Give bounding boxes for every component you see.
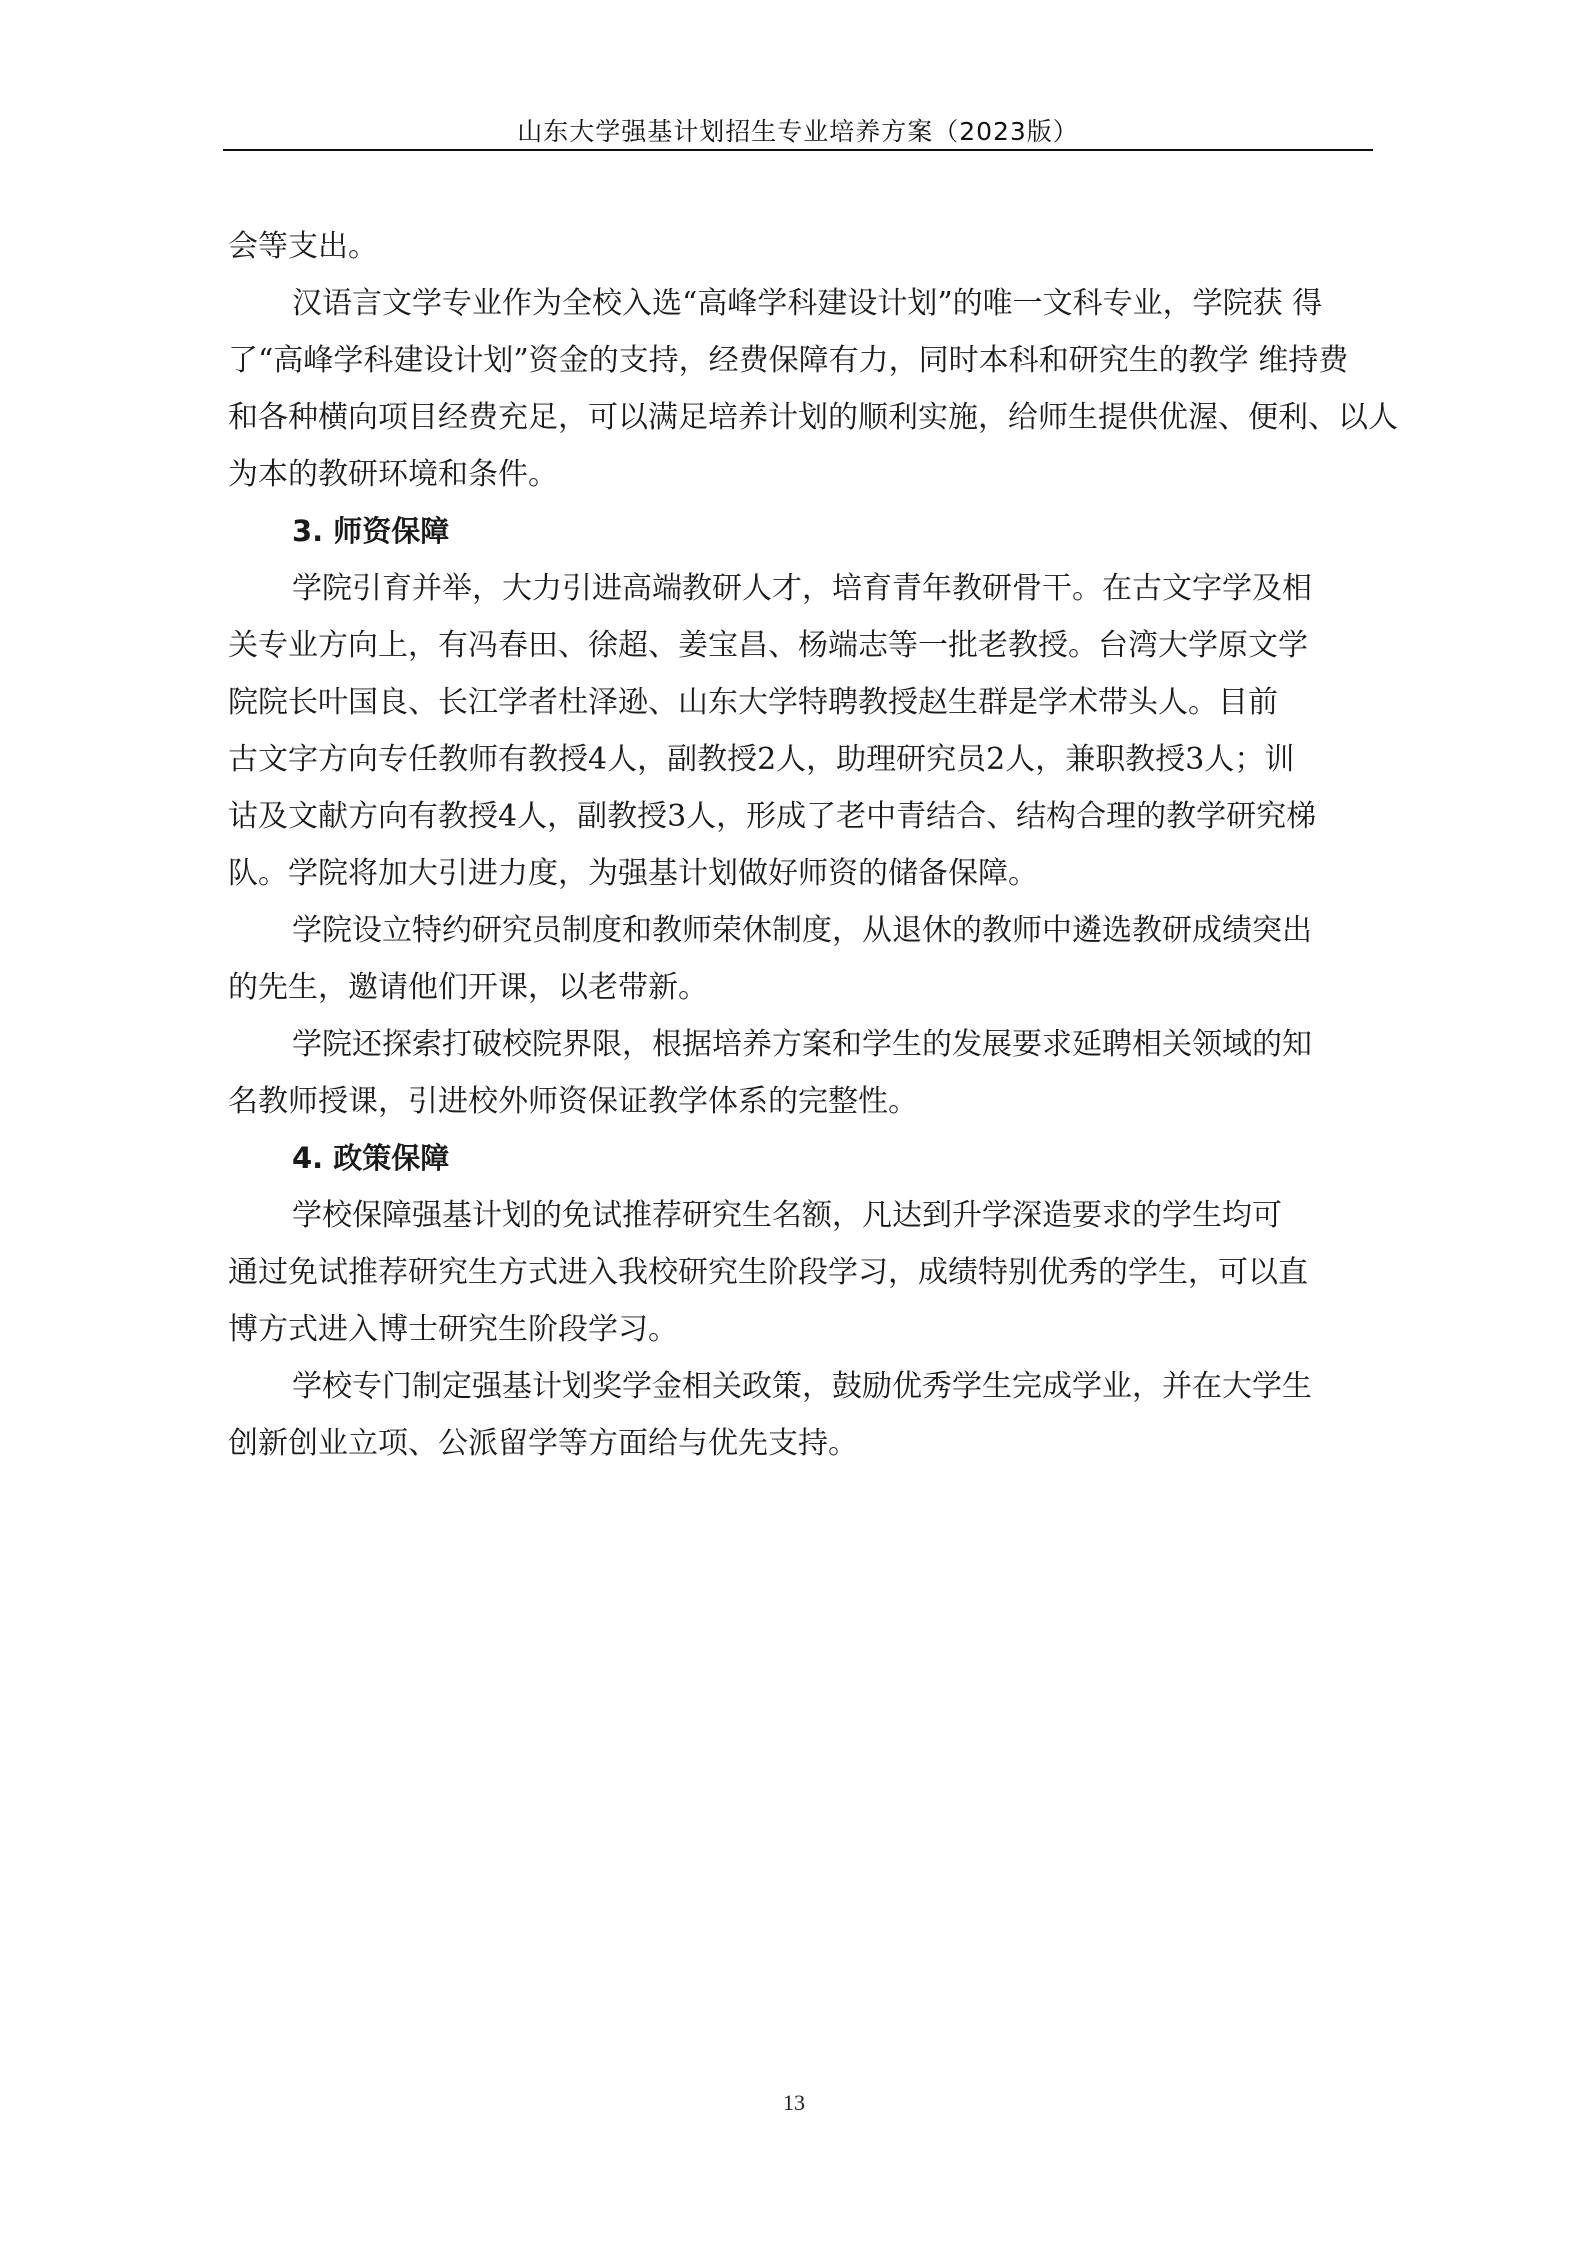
section-heading-teachers: 3. 师资保障 bbox=[292, 514, 450, 548]
paragraph-line: 汉语言文学专业作为全校入选“高峰学科建设计划”的唯一文科专业，学院获 得 bbox=[292, 286, 1323, 321]
paragraph-line: 和各种横向项目经费充足，可以满足培养计划的顺利实施，给师生提供优渥、便利、以人 bbox=[228, 400, 1398, 435]
page-number: 13 bbox=[783, 2090, 805, 2115]
paragraph-line: 古文字方向专任教师有教授4人，副教授2人，助理研究员2人，兼职教授3人；训 bbox=[228, 742, 1295, 777]
section-heading-policy: 4. 政策保障 bbox=[292, 1141, 450, 1175]
paragraph-line: 学校保障强基计划的免试推荐研究生名额，凡达到升学深造要求的学生均可 bbox=[292, 1198, 1282, 1233]
paragraph-line: 诂及文献方向有教授4人，副教授3人，形成了老中青结合、结构合理的教学研究梯 bbox=[228, 799, 1317, 834]
paragraph-line: 学校专门制定强基计划奖学金相关政策，鼓励优秀学生完成学业，并在大学生 bbox=[292, 1369, 1312, 1404]
header-divider bbox=[223, 149, 1373, 151]
paragraph-line: 学院还探索打破校院界限，根据培养方案和学生的发展要求延聘相关领域的知 bbox=[292, 1027, 1312, 1062]
paragraph-line: 博方式进入博士研究生阶段学习。 bbox=[228, 1312, 678, 1347]
paragraph-line: 学院设立特约研究员制度和教师荣休制度，从退休的教师中遴选教研成绩突出 bbox=[292, 913, 1312, 948]
paragraph-line: 创新创业立项、公派留学等方面给与优先支持。 bbox=[228, 1426, 858, 1461]
paragraph-line: 院院长叶国良、长江学者杜泽逊、山东大学特聘教授赵生群是学术带头人。目前 bbox=[228, 685, 1278, 720]
paragraph-line: 通过免试推荐研究生方式进入我校研究生阶段学习，成绩特别优秀的学生，可以直 bbox=[228, 1255, 1308, 1290]
paragraph-line: 会等支出。 bbox=[228, 229, 378, 264]
paragraph-line: 队。学院将加大引进力度，为强基计划做好师资的储备保障。 bbox=[228, 856, 1038, 891]
header-title: 山东大学强基计划招生专业培养方案（2023版） bbox=[517, 117, 1079, 146]
paragraph-line: 学院引育并举，大力引进高端教研人才，培育青年教研骨干。在古文字学及相 bbox=[292, 571, 1312, 606]
paragraph-line: 的先生，邀请他们开课，以老带新。 bbox=[228, 970, 708, 1005]
document-body bbox=[228, 218, 1398, 1472]
paragraph-line: 了“高峰学科建设计划”资金的支持，经费保障有力，同时本科和研究生的教学 维持费 bbox=[228, 343, 1349, 378]
paragraph-line: 名教师授课，引进校外师资保证教学体系的完整性。 bbox=[228, 1084, 918, 1119]
paragraph-line: 为本的教研环境和条件。 bbox=[228, 457, 558, 492]
paragraph-line: 关专业方向上，有冯春田、徐超、姜宝昌、杨端志等一批老教授。台湾大学原文学 bbox=[228, 628, 1308, 663]
